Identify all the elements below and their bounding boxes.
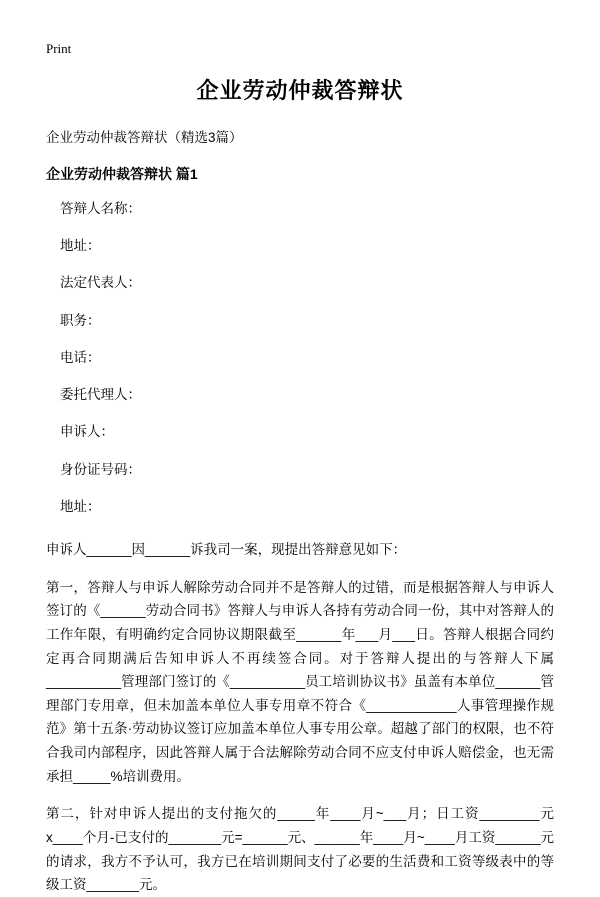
field-label: 答辩人名称： [60,200,141,216]
field-label: 地址： [60,238,101,254]
document-subtitle: 企业劳动仲裁答辩状（精选3篇） [46,129,243,145]
field-label: 职务： [60,312,101,328]
body-paragraph: 第二，针对申诉人提出的支付拖欠的_____年____月~___月；日工资________元x____个月-已支付的_______元=______元、______年____月~____月工资______元的请求，我方不予认可，我方已在培训期间支付了必要的生活费和工资等级表中的等级工资_______元。 [46,806,554,893]
section-heading: 企业劳动仲裁答辩状 篇1 [46,165,198,182]
body-paragraph: 申诉人______因______诉我司一案，现提出答辩意见如下： [46,542,407,558]
field-label: 地址： [60,498,101,514]
body-paragraph: 第一，答辩人与申诉人解除劳动合同并不是答辩人的过错，而是根据答辩人与申诉人签订的《______劳动合同书》答辩人与申诉人各持有劳动合同一份，其中对答辩人的工作年限，有明确约定合同协议期限截至______年___月___日。答辩人根据合同约定再合同期满后告知申诉人不再续签合同。对于答辩人提出的与答辩人下属__________管理部门签订的《__________员工培训协议书》虽盖有本单位______管理部门专用章，但未加盖本单位人事专用章不符合《____________人事管理操作规范》第十五条·劳动协议签订应加盖本单位人事专用公章。超越了部门的权限，也不符合我司内部程序，因此答辩人属于合法解除劳动合同不应支付申诉人赔偿金，也无需承担_____%培训费用。 [46,579,554,784]
field-label: 委托代理人： [60,387,141,403]
print-button[interactable]: Print [46,41,72,56]
field-label: 申诉人： [60,424,114,440]
page-title: 企业劳动仲裁答辩状 [196,78,404,103]
field-label: 电话： [60,349,101,365]
field-label: 身份证号码： [60,461,141,477]
field-label: 法定代表人： [60,275,141,291]
